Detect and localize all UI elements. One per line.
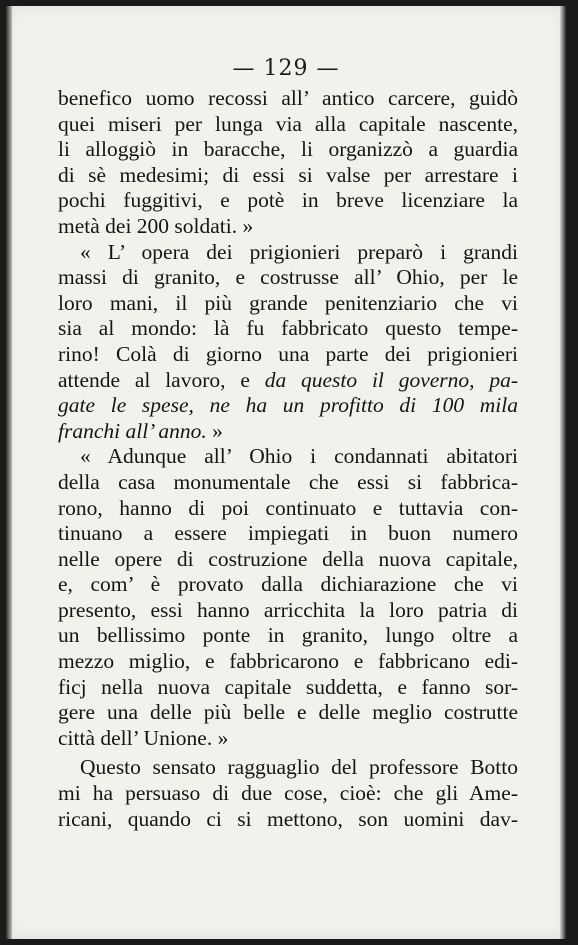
text-line: loro mani, il più grande penitenziario che vi: [58, 290, 518, 315]
text-line-mixed: [58, 419, 518, 445]
text-line: benefico uomo recossi all’ antico carcere, guidò: [58, 86, 518, 110]
page-number: — 129 —: [232, 56, 340, 81]
text-italic: da questo il governo, pa-: [264, 367, 518, 392]
text-line: li alloggiò in baracche, li organizzò a guardia: [58, 137, 518, 162]
text-line: pochi fuggitivi, e potè in breve licenziare la: [58, 188, 518, 213]
text-line: ricani, quando ci si mettono, son uomini dav-: [58, 806, 518, 831]
text-line: rono, hanno di poi continuato e tuttavia con-: [58, 495, 518, 520]
paragraph-4: [58, 755, 518, 832]
paragraph-1: [58, 86, 518, 240]
text-line: di sè medesimi; di essi si valse per arrestare i: [58, 162, 518, 187]
text-line: quei miseri per lunga via alla capitale nascente,: [58, 111, 518, 136]
text-line: e, com’ è provato dalla dichiarazione che vi: [58, 572, 518, 597]
text-line: nelle opere di costruzione della nuova capitale,: [58, 546, 518, 571]
text-roman: »: [206, 418, 223, 443]
book-page: [6, 6, 566, 939]
text-line: mezzo miglio, e fabbricarono e fabbricano edi-: [58, 649, 518, 674]
text-roman: attende al lavoro, e: [58, 367, 265, 392]
text-line: Questo sensato ragguaglio del professore Botto: [80, 755, 518, 780]
text-line: città dell’ Unione. »: [58, 725, 229, 750]
text-line: gere una delle più belle e delle meglio costrutte: [58, 700, 518, 725]
text-line: un bellissimo ponte in granito, lungo oltre a: [58, 623, 518, 648]
text-line: « L’ opera dei prigionieri preparò i grandi: [80, 239, 518, 264]
text-line: mi ha persuaso di due cose, cioè: che gli Ame-: [58, 781, 518, 806]
text-line: della casa monumentale che essi si fabbrica-: [58, 469, 518, 494]
text-line: sia al mondo: là fu fabbricato questo tempe-: [58, 316, 518, 341]
text-line: metà dei 200 soldati. »: [58, 213, 254, 238]
page-edge-right: [560, 6, 566, 939]
text-line: « Adunque all’ Ohio i condannati abitatori: [80, 444, 518, 469]
text-italic: franchi all’ anno.: [58, 418, 207, 443]
text-line: tinuano a essere impiegati in buon numero: [58, 521, 518, 546]
text-line: rino! Colà di giorno una parte dei prigionieri: [58, 341, 518, 366]
page-edge-left: [6, 6, 12, 939]
text-line-mixed: [58, 368, 518, 394]
text-line: massi di granito, e costrusse all’ Ohio, per le: [58, 265, 518, 290]
text-line-italic: gate le spese, ne ha un profitto di 100 mila: [58, 393, 518, 418]
text-line: ficj nella nuova capitale suddetta, e fanno sor-: [58, 674, 518, 699]
paragraph-2: [58, 240, 518, 445]
paragraph-3: [58, 444, 518, 751]
body-text: [58, 86, 518, 832]
text-line: presento, essi hanno arricchita la loro patria di: [58, 597, 518, 622]
